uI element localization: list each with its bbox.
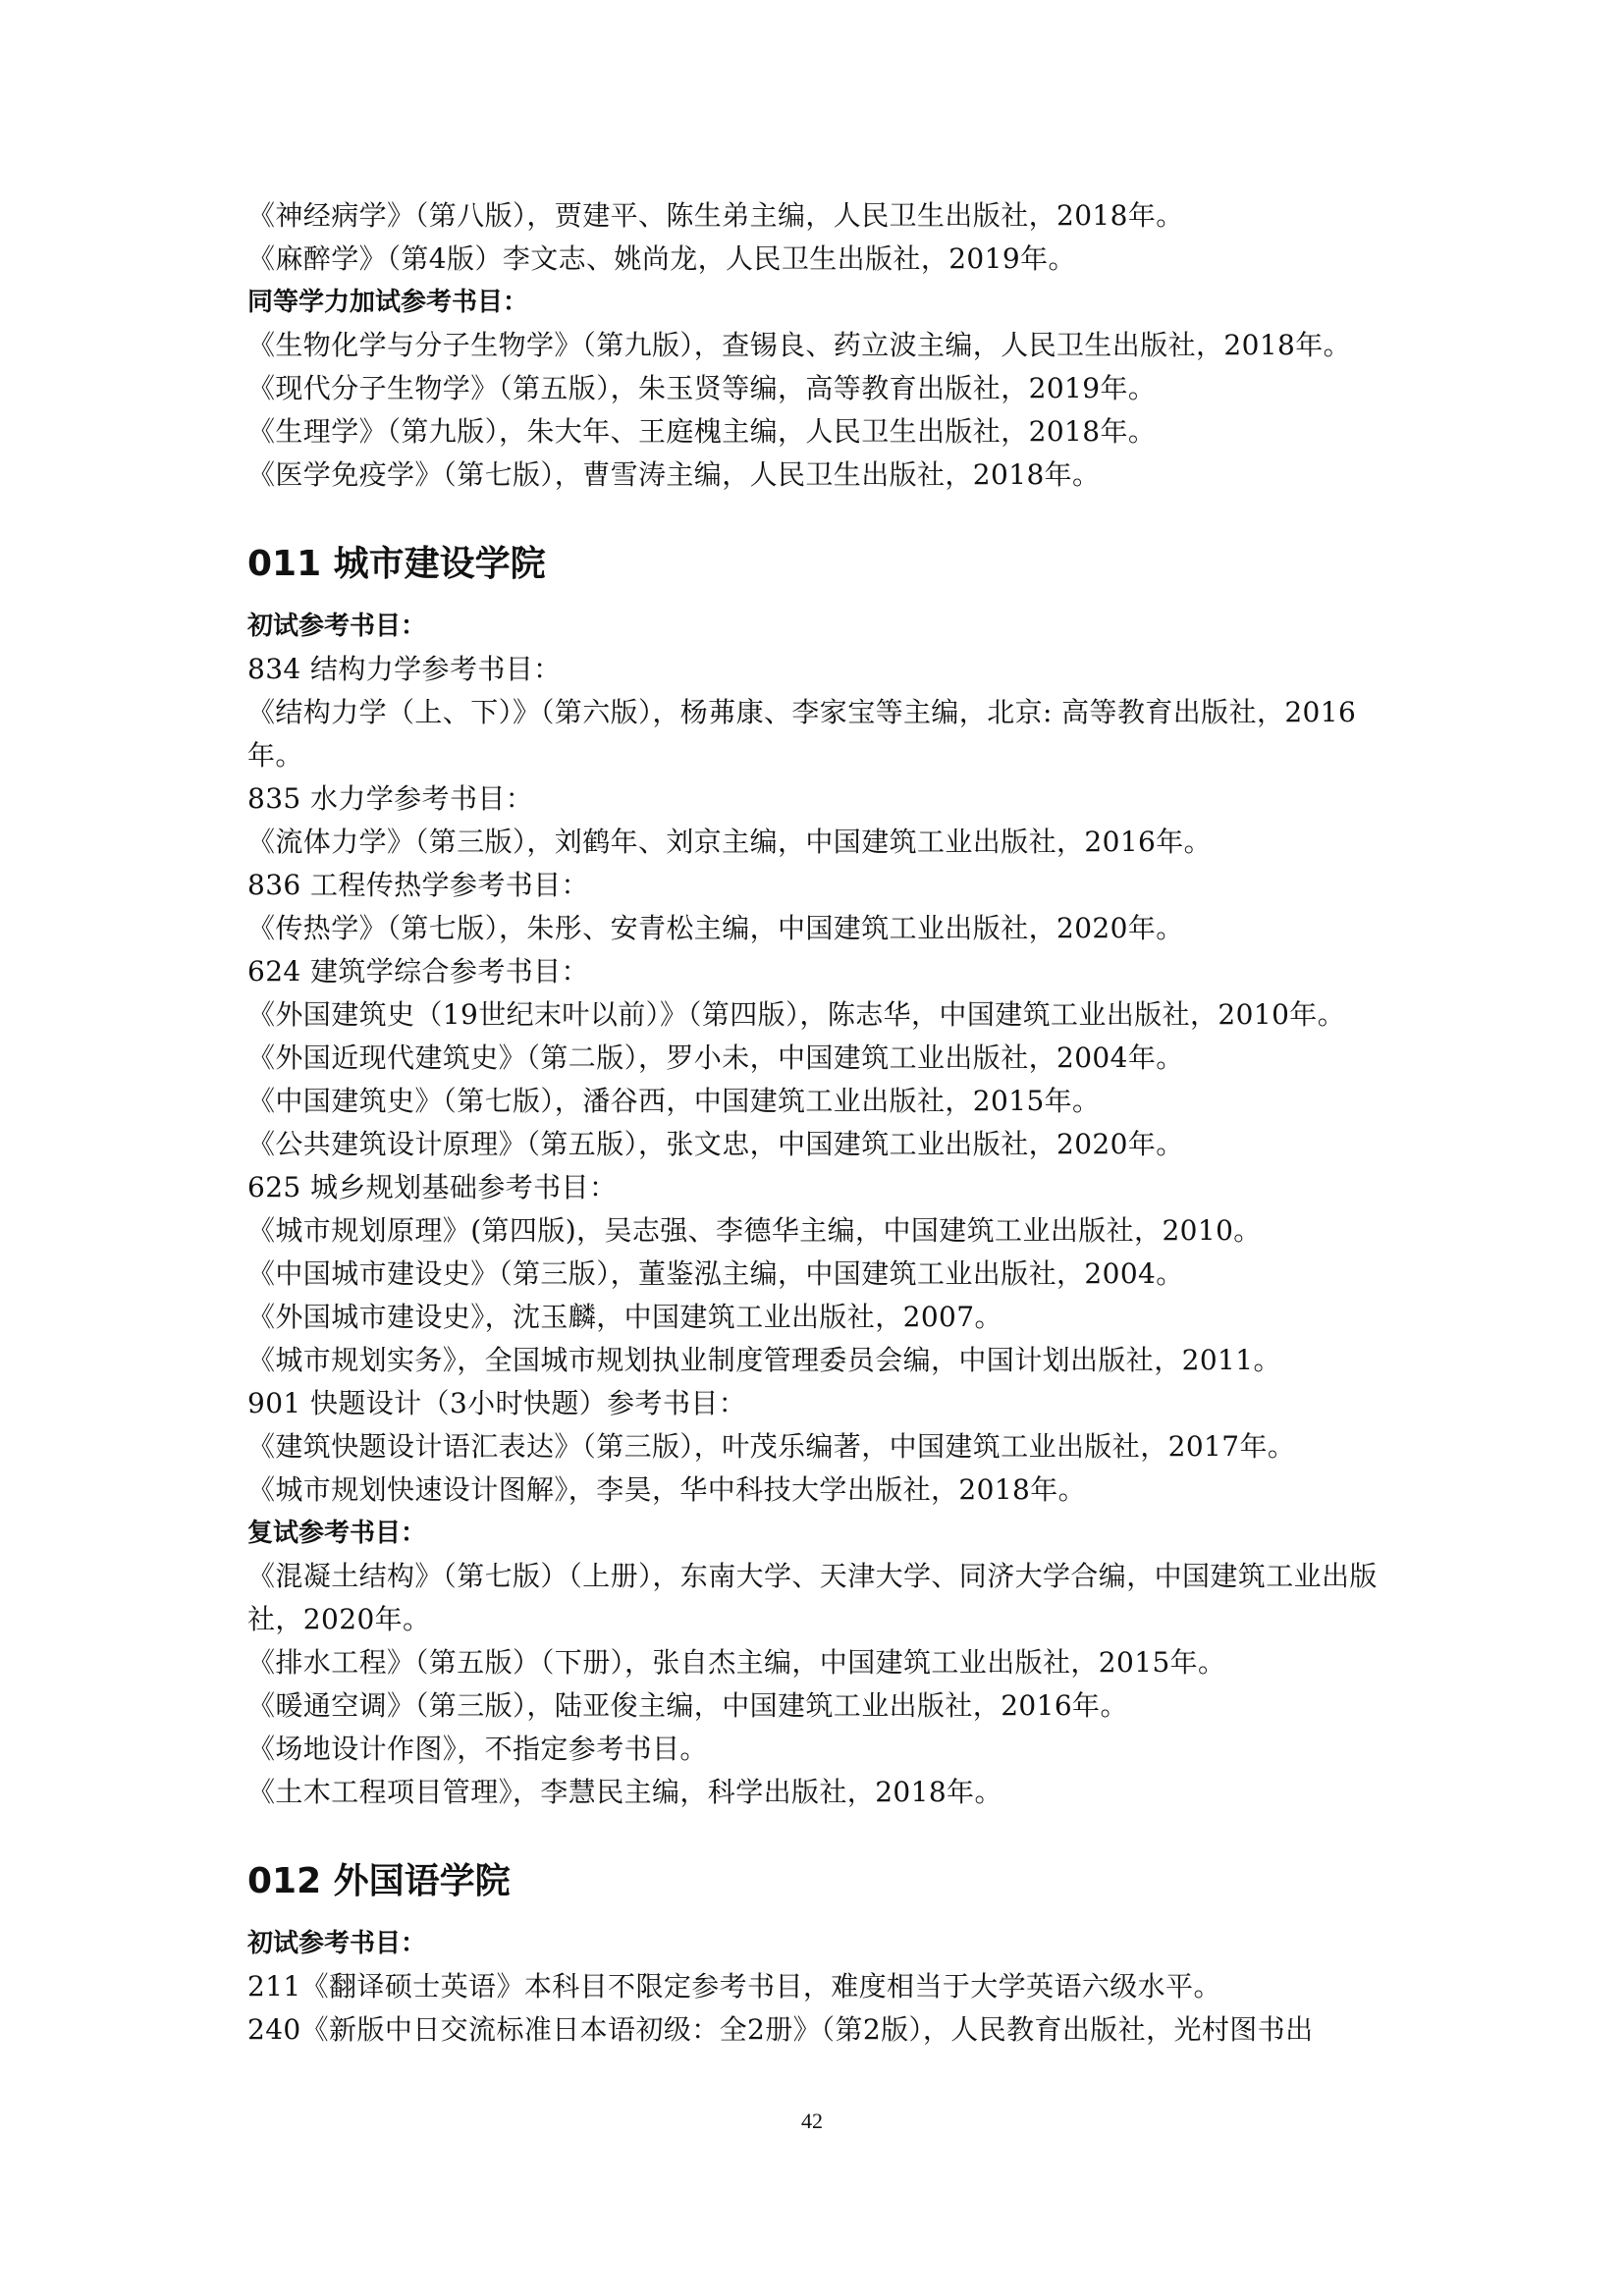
subject-label: 835 水力学参考书目： — [247, 782, 534, 815]
book-entry: 《城市规划原理》(第四版)，吴志强、李德华主编，中国建筑工业出版社，2010。 — [247, 1214, 1262, 1247]
book-entry: 《结构力学（上、下）》（第六版），杨茀康、李家宝等主编，北京: 高等教育出版社，2016年。 — [247, 696, 1357, 772]
equivalent-reading-label: 同等学力加试参考书目： — [247, 288, 529, 317]
book-entry: 240《新版中日交流标准日本语初级：全2册》（第2版），人民教育出版社，光村图书出 — [247, 2013, 1314, 2046]
subject-label: 625 城乡规划基础参考书目： — [247, 1171, 618, 1203]
book-entry: 《传热学》（第七版），朱彤、安青松主编，中国建筑工业出版社，2020年。 — [247, 912, 1184, 944]
book-entry: 《流体力学》（第三版），刘鹤年、刘京主编，中国建筑工业出版社，2016年。 — [247, 826, 1213, 858]
page-number: 42 — [801, 2109, 823, 2133]
book-entry: 《土木工程项目管理》，李慧民主编，科学出版社，2018年。 — [247, 1776, 1002, 1808]
retest-reading-label: 复试参考书目： — [247, 1519, 427, 1548]
book-entry: 《外国建筑史（19世纪末叶以前）》（第四版），陈志华，中国建筑工业出版社，2010年。 — [247, 998, 1346, 1031]
continued-reading-list — [247, 194, 1386, 497]
book-entry: 《场地设计作图》，不指定参考书目。 — [247, 1733, 708, 1765]
subject-label: 836 工程传热学参考书目： — [247, 869, 589, 901]
book-entry: 《城市规划实务》，全国城市规划执业制度管理委员会编，中国计划出版社，2011。 — [247, 1344, 1281, 1376]
subject-label: 901 快题设计（3小时快题）参考书目： — [247, 1387, 747, 1419]
book-entry: 《暖通空调》（第三版），陆亚俊主编，中国建筑工业出版社，2016年。 — [247, 1689, 1128, 1722]
book-entry: 《神经病学》（第八版），贾建平、陈生弟主编，人民卫生出版社，2018年。 — [247, 199, 1184, 232]
section-heading: 011 城市建设学院 — [247, 544, 546, 584]
section-foreign-languages — [247, 1857, 1386, 2052]
section-urban-construction — [247, 540, 1386, 1814]
book-entry: 《外国近现代建筑史》（第二版），罗小未，中国建筑工业出版社，2004年。 — [247, 1041, 1184, 1074]
book-entry: 《外国城市建设史》，沈玉麟，中国建筑工业出版社，2007。 — [247, 1301, 1002, 1333]
book-entry: 《中国建筑史》（第七版），潘谷西，中国建筑工业出版社，2015年。 — [247, 1085, 1101, 1117]
document-page — [247, 194, 1386, 2052]
initial-reading-label: 初试参考书目： — [247, 612, 427, 641]
initial-reading-label: 初试参考书目： — [247, 1929, 427, 1958]
subject-label: 624 建筑学综合参考书目： — [247, 955, 589, 988]
book-entry: 《排水工程》（第五版）（下册），张自杰主编，中国建筑工业出版社，2015年。 — [247, 1646, 1226, 1679]
book-entry: 《生物化学与分子生物学》（第九版），查锡良、药立波主编，人民卫生出版社，2018年。 — [247, 329, 1352, 361]
book-entry: 《建筑快题设计语汇表达》（第三版），叶茂乐编著，中国建筑工业出版社，2017年。 — [247, 1430, 1296, 1463]
book-entry: 《混凝土结构》（第七版）（上册），东南大学、天津大学、同济大学合编，中国建筑工业出版社，2020年。 — [247, 1560, 1378, 1635]
book-entry: 《中国城市建设史》（第三版），董鉴泓主编，中国建筑工业出版社，2004。 — [247, 1257, 1184, 1290]
book-entry: 《城市规划快速设计图解》，李昊，华中科技大学出版社，2018年。 — [247, 1473, 1087, 1506]
book-entry: 211《翻译硕士英语》本科目不限定参考书目，难度相当于大学英语六级水平。 — [247, 1970, 1221, 2002]
book-entry: 《医学免疫学》（第七版），曹雪涛主编，人民卫生出版社，2018年。 — [247, 458, 1101, 491]
section-heading: 012 外国语学院 — [247, 1861, 511, 1901]
book-entry: 《生理学》（第九版），朱大年、王庭槐主编，人民卫生出版社，2018年。 — [247, 415, 1157, 448]
book-entry: 《公共建筑设计原理》（第五版），张文忠，中国建筑工业出版社，2020年。 — [247, 1128, 1184, 1160]
subject-label: 834 结构力学参考书目： — [247, 653, 562, 685]
book-entry: 《麻醉学》（第4版）李文志、姚尚龙，人民卫生出版社，2019年。 — [247, 242, 1076, 275]
book-entry: 《现代分子生物学》（第五版），朱玉贤等编，高等教育出版社，2019年。 — [247, 372, 1157, 404]
